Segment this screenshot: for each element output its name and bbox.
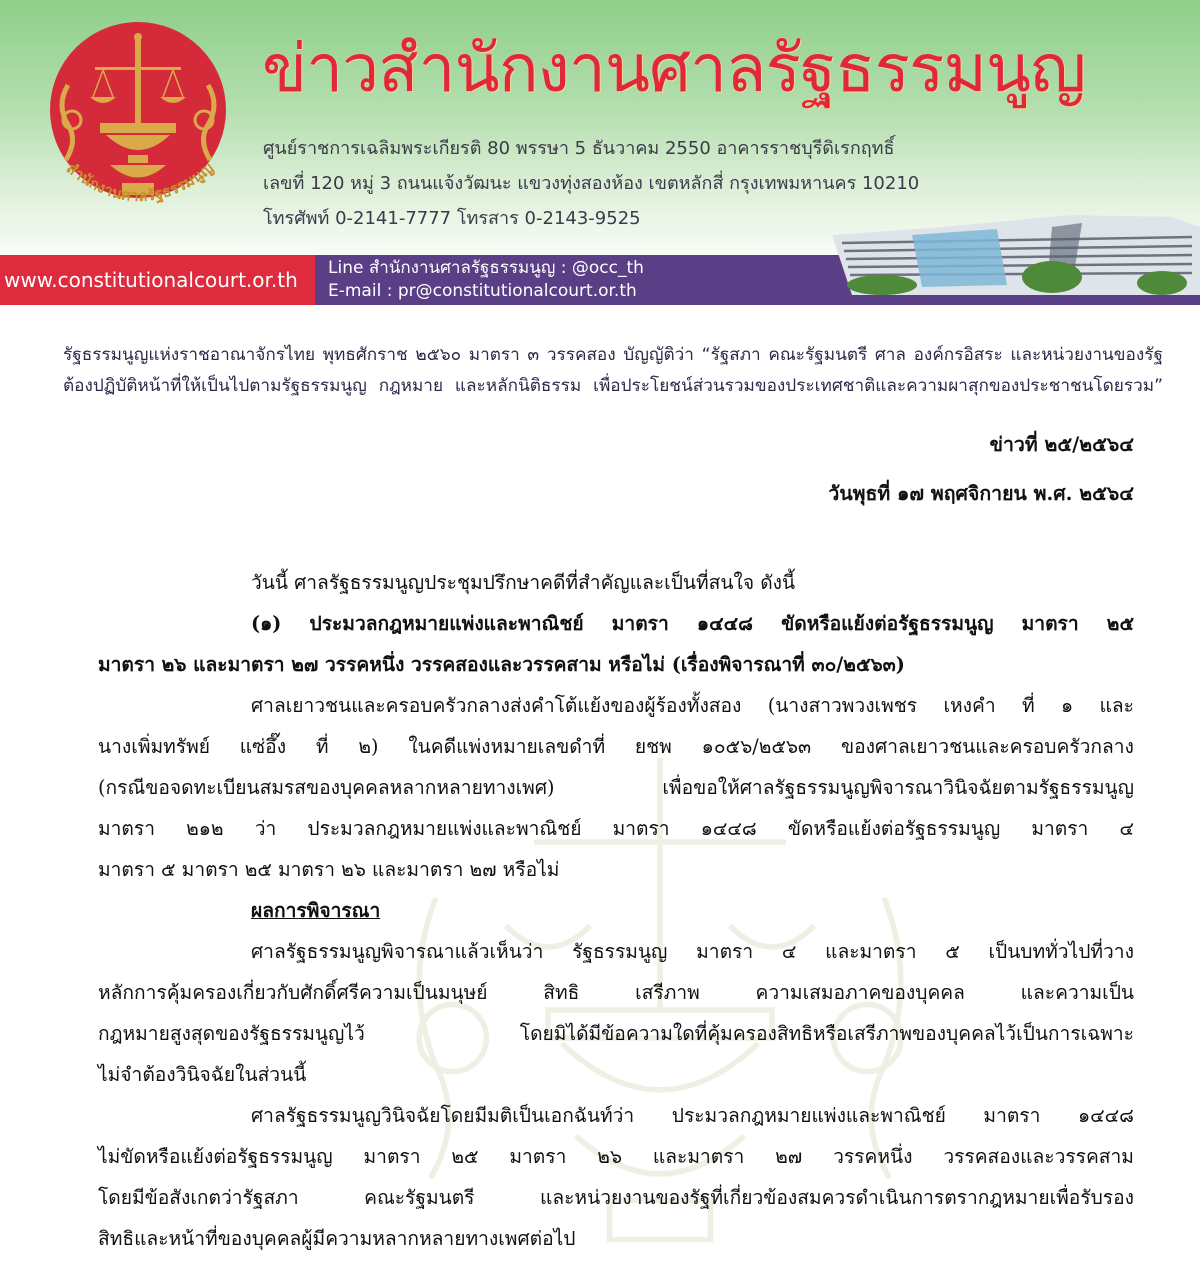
word: ๔ <box>1119 817 1134 840</box>
case-title-line <box>98 603 1134 644</box>
word: ศาลเยาวชนและครอบครัวกลางส่งคำโต้แย้งของผู้ร้องทั้งสอง <box>251 694 742 717</box>
ruling-line: สิทธิและหน้าที่ของบุคคลผู้มีความหลากหลายทางเพศต่อไป <box>98 1227 576 1250</box>
court-building-illustration <box>822 205 1200 300</box>
result-heading-row <box>98 890 1134 931</box>
emblem-caption: สำนักงานศาลรัฐธรรมนูญ <box>62 158 217 206</box>
word: กฎหมายสูงสุดของรัฐธรรมนูญไว้ <box>98 1022 365 1045</box>
ruling-line <box>98 1177 1134 1218</box>
word: โดยมิได้มีข้อความใดที่คุ้มครองสิทธิหรือเสรีภาพของบุคคลไว้เป็นการเฉพาะ <box>519 1022 1134 1045</box>
news-number: ข่าวที่ ๒๕/๒๕๖๔ <box>989 433 1134 456</box>
address-line: ศูนย์ราชการเฉลิมพระเกียรติ 80 พรรษา 5 ธันวาคม 2550 อาคารราชบุรีดิเรกฤทธิ์ <box>263 138 895 159</box>
word: มาตรา <box>509 1145 567 1168</box>
word: ๒๗ <box>775 1145 803 1168</box>
phone-fax-line: โทรศัพท์ 0-2141-7777 โทรสาร 0-2143-9525 <box>263 208 641 229</box>
word: ๑๔๔๘ <box>696 612 753 635</box>
email-link[interactable]: E-mail : pr@constitutionalcourt.or.th <box>328 281 637 301</box>
facts-line: มาตรา ๕ มาตรา ๒๕ มาตรา ๒๖ และมาตรา ๒๗ หรือไม่ <box>98 858 560 881</box>
word: คณะรัฐมนตรี <box>364 1186 475 1209</box>
facts-line <box>98 685 1134 726</box>
result-line <box>98 1013 1134 1054</box>
word: ที่ <box>315 735 329 758</box>
word: ๒) <box>358 735 379 758</box>
word: ๑๐๕๖/๒๕๖๓ <box>701 735 812 758</box>
word: ที่ <box>1021 694 1035 717</box>
facts-line <box>98 808 1134 849</box>
word: ขัดหรือแย้งต่อรัฐธรรมนูญ <box>781 612 994 635</box>
word: ๔ <box>781 940 797 963</box>
news-date: วันพุธที่ ๑๗ พฤศจิกายน พ.ศ. ๒๕๖๔ <box>828 482 1134 505</box>
word: ขัดหรือแย้งต่อรัฐธรรมนูญ <box>787 817 1001 840</box>
facts-line <box>98 767 1134 808</box>
letterhead <box>0 0 1200 310</box>
word: มาตรา <box>98 817 155 840</box>
word: ไม่ขัดหรือแย้งต่อรัฐธรรมนูญ <box>98 1145 333 1168</box>
word: ๒๖ <box>597 1145 623 1168</box>
word: มาตรา <box>1031 817 1089 840</box>
word: ประมวลกฎหมายแพ่งและพาณิชย์ <box>307 817 582 840</box>
contact-info <box>328 257 644 303</box>
line-account: Line สำนักงานศาลรัฐธรรมนูญ : @occ_th <box>328 258 644 278</box>
word: วรรคสองและวรรคสาม <box>943 1145 1134 1168</box>
word: มาตรา <box>696 940 754 963</box>
building-icon <box>822 205 1200 300</box>
result-line <box>98 972 1134 1013</box>
word: หลักการคุ้มครองเกี่ยวกับศักดิ์ศรีความเป็นมนุษย์ <box>98 981 488 1004</box>
word: ๕ <box>945 940 960 963</box>
case-title-line: มาตรา ๒๖ และมาตรา ๒๗ วรรคหนึ่ง วรรคสองและวรรคสาม หรือไม่ (เรื่องพิจารณาที่ ๓๐/๒๕๖๓) <box>98 653 905 676</box>
word: มาตรา <box>1021 612 1079 635</box>
word: ๒๕ <box>1106 612 1134 635</box>
word: โดยมีข้อสังเกตว่ารัฐสภา <box>98 1186 299 1209</box>
word: และมาตรา <box>652 1145 745 1168</box>
word: สิทธิ <box>543 981 580 1004</box>
quote-line: ต้องปฏิบัติหน้าที่ให้เป็นไปตามรัฐธรรมนูญ กฎหมาย และหลักนิติธรรม เพื่อประโยชน์ส่วนรวมของประเทศชาติและความผาสุกของประชาชนโดยรวม” <box>63 376 1163 396</box>
word: (นางสาวพวงเพชร <box>767 694 918 717</box>
page-title: ข่าวสำนักงานศาลรัฐธรรมนูญ <box>262 30 1086 107</box>
facts-line <box>98 726 1134 767</box>
word: เสรีภาพ <box>635 981 700 1004</box>
word: เป็นบททั่วไปที่วาง <box>988 940 1134 963</box>
word: วรรคหนึ่ง <box>833 1145 913 1168</box>
document-content <box>98 562 1134 1259</box>
word: ศาลรัฐธรรมนูญพิจารณาแล้วเห็นว่า <box>251 940 544 963</box>
constitutional-court-emblem-icon <box>38 15 238 215</box>
ruling-line <box>98 1095 1134 1136</box>
word: ๑ <box>1060 694 1074 717</box>
word: เพื่อขอให้ศาลรัฐธรรมนูญพิจารณาวินิจฉัยตามรัฐธรรมนูญ <box>662 776 1134 799</box>
address-line: เลขที่ 120 หมู่ 3 ถนนแจ้งวัฒนะ แขวงทุ่งสองห้อง เขตหลักสี่ กรุงเทพมหานคร 10210 <box>263 173 920 194</box>
word: ประมวลกฎหมายแพ่งและพาณิชย์ <box>671 1104 946 1127</box>
office-address <box>263 131 919 236</box>
word: ความเสมอภาคของบุคคล <box>755 981 965 1004</box>
word: ๒๕ <box>451 1145 479 1168</box>
word: มาตรา <box>612 817 670 840</box>
court-emblem-logo <box>38 15 238 215</box>
website-link[interactable]: www.constitutionalcourt.or.th <box>0 255 315 305</box>
news-body <box>0 310 1200 1263</box>
word: ในคดีแพ่งหมายเลขดำที่ <box>408 735 606 758</box>
result-line: ไม่จำต้องวินิจฉัยในส่วนนี้ <box>98 1063 307 1086</box>
word: (๑) <box>251 612 282 635</box>
word: มาตรา <box>363 1145 421 1168</box>
result-line <box>98 931 1134 972</box>
word: นางเพิ่มทรัพย์ <box>98 735 210 758</box>
result-heading: ผลการพิจารณา <box>251 899 381 922</box>
word: ๒๑๒ <box>186 817 224 840</box>
word: และมาตรา <box>825 940 917 963</box>
word: และความเป็น <box>1020 981 1134 1004</box>
word: ของศาลเยาวชนและครอบครัวกลาง <box>841 735 1134 758</box>
word: และ <box>1099 694 1134 717</box>
word: เหงคำ <box>943 694 996 717</box>
word: (กรณีขอจดทะเบียนสมรสของบุคคลหลากหลายทางเพศ) <box>98 776 555 799</box>
intro-paragraph: วันนี้ ศาลรัฐธรรมนูญประชุมปรึกษาคดีที่สำคัญและเป็นที่สนใจ ดังนี้ <box>251 571 796 594</box>
word: และหน่วยงานของรัฐที่เกี่ยวข้องสมควรดำเนินการตรากฎหมายเพื่อรับรอง <box>540 1186 1134 1209</box>
word: มาตรา <box>611 612 669 635</box>
word: ๑๔๔๘ <box>700 817 757 840</box>
constitution-quote <box>63 340 1163 402</box>
word: แซ่อึ๊ง <box>239 735 287 758</box>
word: มาตรา <box>983 1104 1041 1127</box>
word: ว่า <box>254 817 277 840</box>
word: ศาลรัฐธรรมนูญวินิจฉัยโดยมีมติเป็นเอกฉันท์ว่า <box>251 1104 635 1127</box>
word: ยชพ <box>634 735 672 758</box>
word: รัฐธรรมนูญ <box>572 940 668 963</box>
quote-line: รัฐธรรมนูญแห่งราชอาณาจักรไทย พุทธศักราช ๒๕๖๐ มาตรา ๓ วรรคสอง บัญญัติว่า “รัฐสภา คณะรัฐมนตรี ศาล องค์กรอิสระ และหน่วยงานของรัฐ <box>63 345 1163 365</box>
word: ประมวลกฎหมายแพ่งและพาณิชย์ <box>309 612 584 635</box>
word: ๑๔๔๘ <box>1077 1104 1134 1127</box>
ruling-line <box>98 1136 1134 1177</box>
